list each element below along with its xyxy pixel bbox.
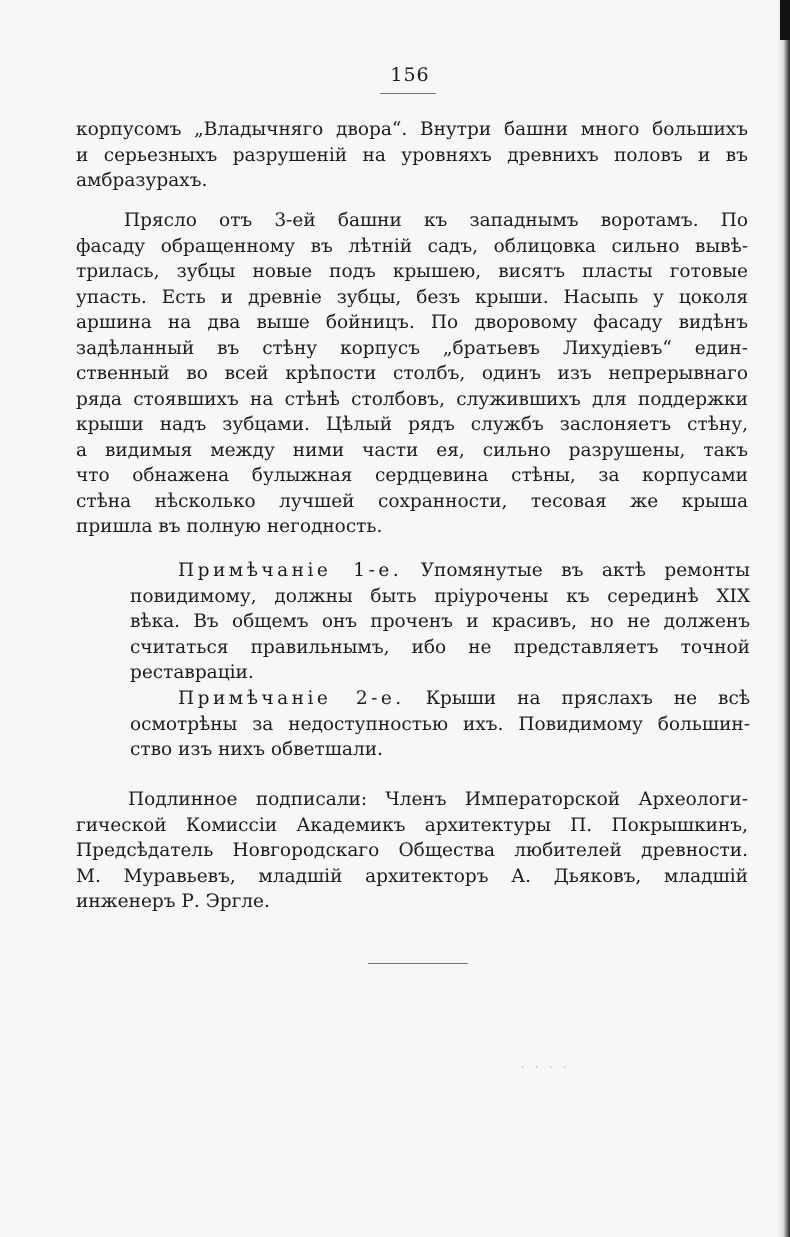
text-line: считаться правильнымъ, ибо не представляетъ точной bbox=[130, 636, 750, 658]
text-line: инженеръ Р. Эргле. bbox=[76, 891, 270, 912]
text-line: вѣка. Въ общемъ онъ проченъ и красивъ, но не долженъ bbox=[130, 611, 750, 632]
text-line: крыши надъ зубцами. Цѣлый рядъ службъ заслоняетъ стѣну, bbox=[76, 414, 748, 435]
scan-specks: ˙ ˙ ˙ ˙ bbox=[520, 1066, 571, 1077]
text-line: Прясло отъ 3-ей башни къ западнымъ воротамъ. По bbox=[124, 210, 748, 231]
text-line: стѣна нѣсколько лучшей сохранности, тесовая же крыша bbox=[76, 490, 748, 512]
text-line: что обнажена булыжная сердцевина стѣны, за корпусами bbox=[76, 465, 748, 486]
text-line: а видимыя между ними части ея, сильно разрушены, такъ bbox=[76, 439, 748, 461]
text-line: ряда стоявшихъ на стѣнѣ столбовъ, служившихъ для поддержки bbox=[76, 388, 748, 410]
text-line: упасть. Есть и древніе зубцы, безъ крыши. Насыпь у цоколя bbox=[76, 286, 748, 308]
text-line: Предсѣдатель Новгородскаго Общества любителей древности. bbox=[76, 840, 748, 861]
text-line: повидимому, должны быть пріурочены къ серединѣ XIX bbox=[130, 585, 750, 607]
note-2 bbox=[130, 686, 750, 763]
text-line: аршина на два выше бойницъ. По дворовому фасаду видѣнъ bbox=[76, 312, 748, 333]
text-line: трилась, зубцы новые подъ крышею, висятъ пласты готовые bbox=[76, 261, 748, 282]
text-line: М. Муравьевъ, младшій архитекторъ А. Дьяковъ, младшій bbox=[76, 865, 748, 887]
text-line: корпусомъ „Владычняго двора“. Внутри башни много большихъ bbox=[76, 119, 748, 140]
note-1 bbox=[130, 558, 750, 686]
text-line: и серьезныхъ разрушеній на уровняхъ древнихъ половъ и въ bbox=[76, 144, 748, 166]
text-line: задѣланный въ стѣну корпусъ „братьевъ Лихудіевъ“ един- bbox=[76, 337, 748, 359]
text-line: фасаду обращенному въ лѣтній садъ, облицовка сильно вывѣ- bbox=[76, 235, 748, 257]
page-edge-corner bbox=[780, 0, 790, 40]
text-line: пришла въ полную негодность. bbox=[76, 516, 383, 537]
text-line: амбразурахъ. bbox=[76, 170, 208, 191]
page-number-rule bbox=[380, 93, 436, 94]
text-line: реставраціи. bbox=[130, 662, 254, 683]
page-edge-shadow bbox=[776, 0, 790, 1237]
text-line bbox=[130, 558, 750, 584]
text-line: ственный во всей крѣпости столбъ, одинъ изъ непрерывнаго bbox=[76, 363, 748, 384]
paragraph-1 bbox=[76, 117, 748, 194]
text-line: Подлинное подписали: Членъ Императорской Археологи- bbox=[128, 789, 748, 810]
note-label: Примѣчаніе 1-е. bbox=[178, 560, 403, 581]
end-rule bbox=[368, 963, 468, 964]
paragraph-2 bbox=[76, 208, 748, 540]
note-text: Упомянутые въ актѣ ремонты bbox=[420, 560, 750, 581]
text-line: осмотрѣны за недоступностью ихъ. Повидимому большин- bbox=[130, 713, 750, 735]
text-line bbox=[130, 686, 750, 712]
note-text: Крыши на пряслахъ не всѣ bbox=[425, 688, 750, 709]
text-line: гической Комиссіи Академикъ архитектуры П. Покрышкинъ, bbox=[76, 814, 748, 836]
page-number: 156 bbox=[390, 64, 430, 86]
text-line: ство изъ нихъ обветшали. bbox=[130, 739, 383, 760]
note-label: Примѣчаніе 2-е. bbox=[178, 688, 405, 709]
signatures bbox=[76, 787, 748, 915]
